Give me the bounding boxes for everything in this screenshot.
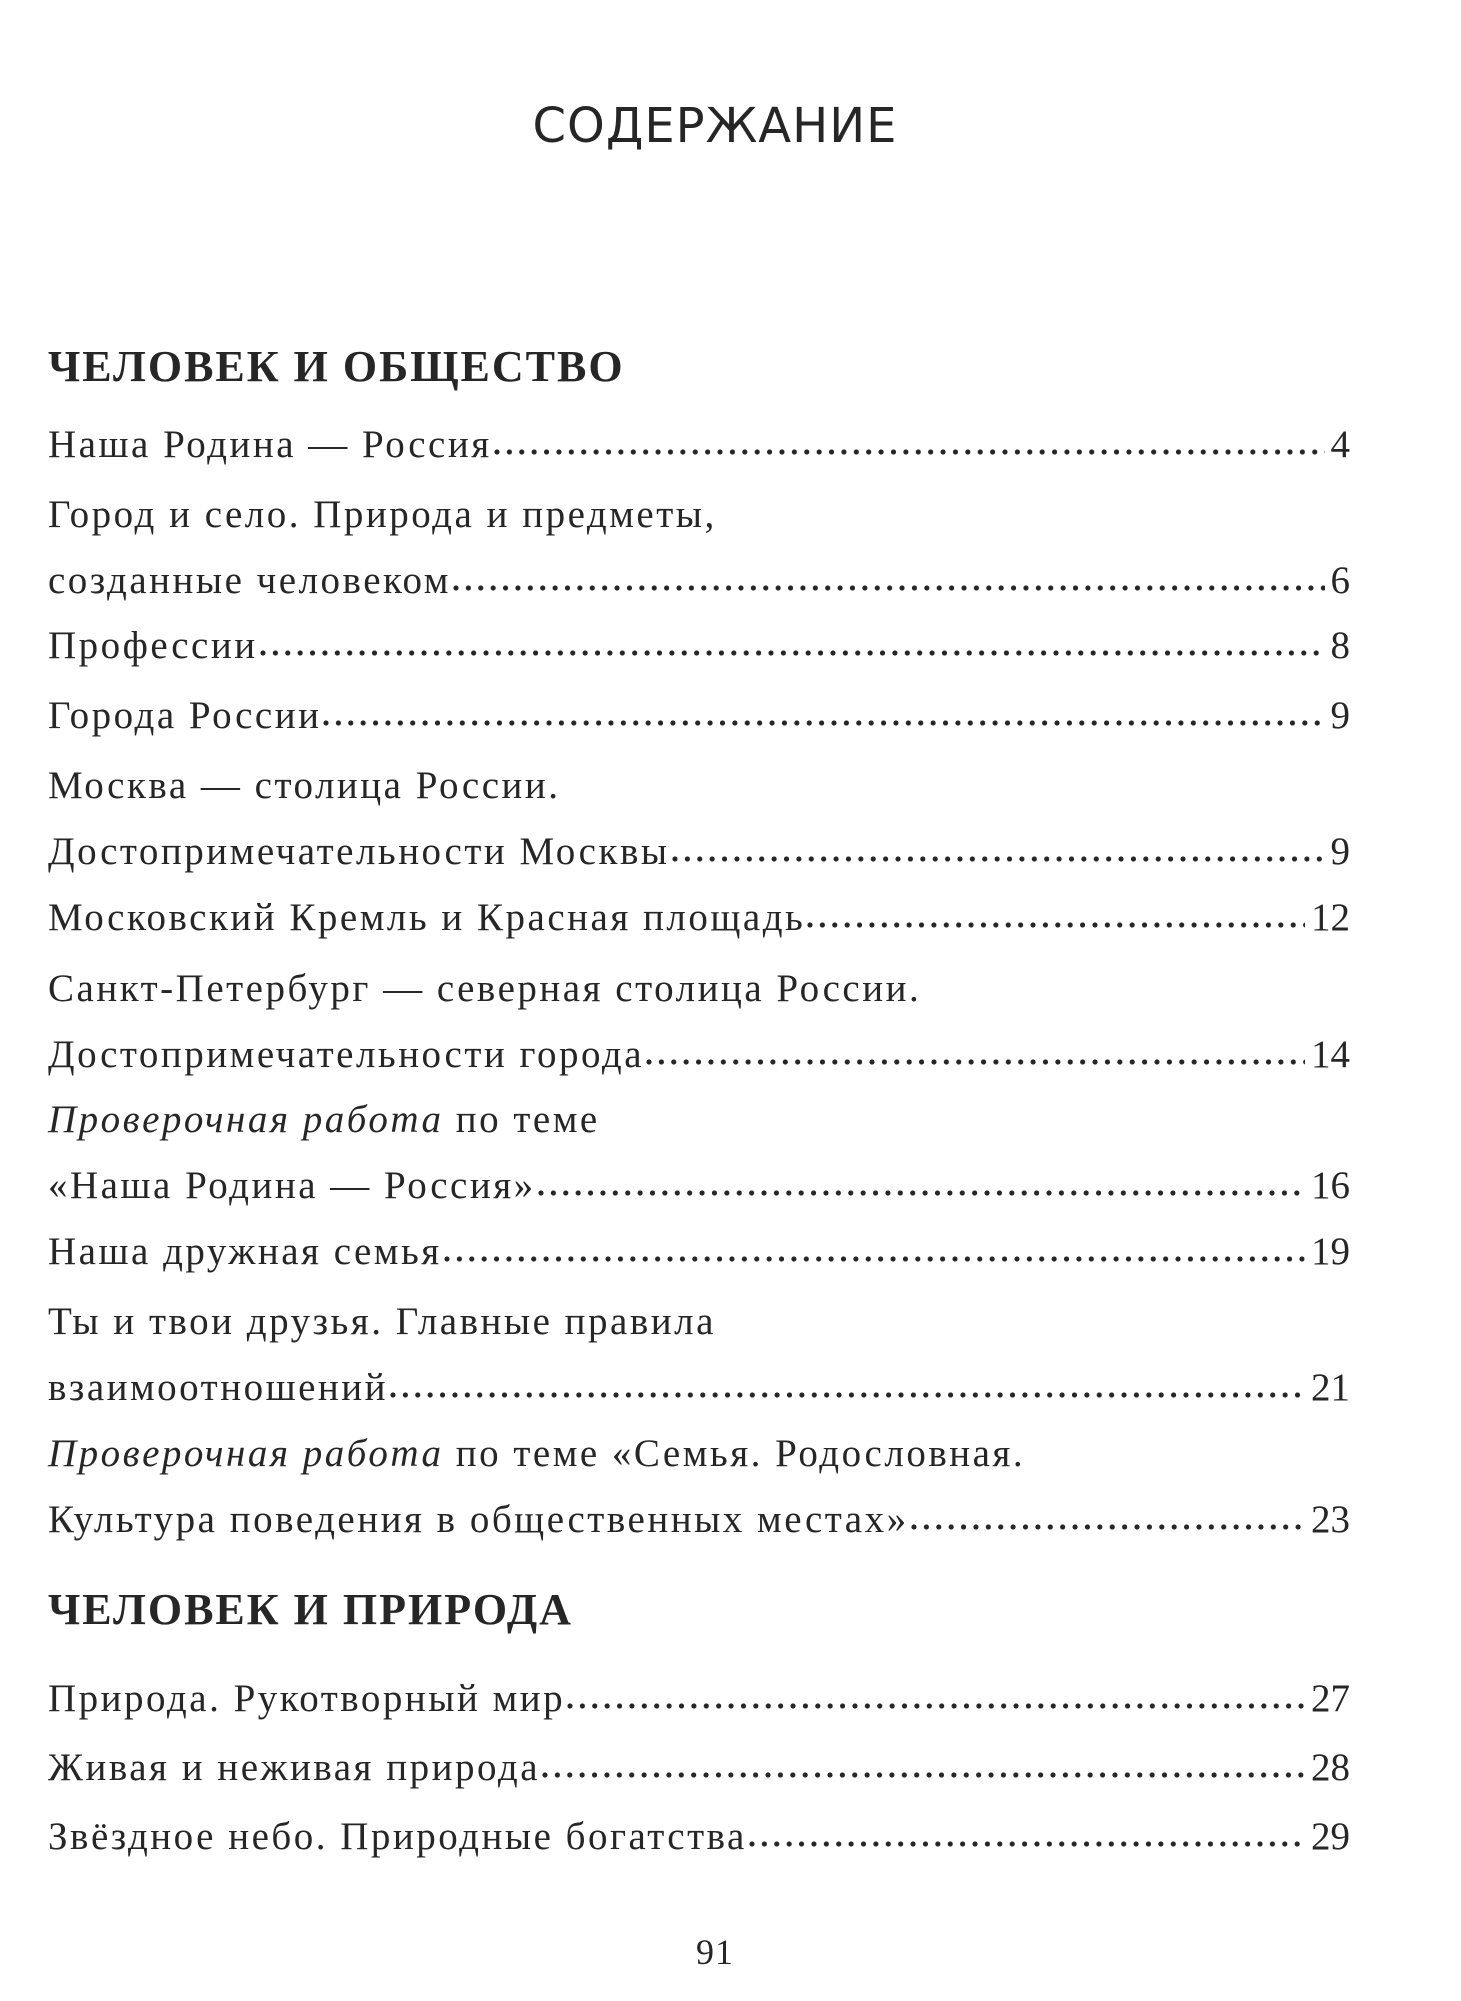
toc-page-number: 27: [1311, 1677, 1350, 1720]
section-heading-nature: ЧЕЛОВЕК И ПРИРОДА: [48, 1585, 573, 1634]
dot-leader: [567, 1691, 1305, 1711]
toc-entry-title-cont: созданные человеком: [48, 559, 451, 602]
toc-entry: [48, 412, 1350, 478]
toc-entry-title: Города России: [48, 694, 322, 737]
dot-leader: [453, 573, 1325, 593]
dot-leader: [260, 638, 1325, 658]
toc-entry-title-rest: по теме: [443, 1098, 600, 1141]
dot-leader: [911, 1512, 1305, 1532]
toc-entry: [48, 885, 1350, 951]
toc-entry: [48, 1804, 1350, 1870]
toc-page-number: 23: [1311, 1498, 1350, 1541]
toc-entry-title: Ты и твои друзья. Главные правила: [48, 1300, 716, 1343]
toc-page-number: 9: [1330, 830, 1350, 873]
toc-page-number: 9: [1330, 694, 1350, 737]
dot-leader: [323, 708, 1324, 728]
toc-page-number: 19: [1311, 1230, 1350, 1273]
toc-entry: [48, 482, 1350, 614]
toc-entry: [48, 1087, 1350, 1219]
toc-entry: [48, 1289, 1350, 1421]
toc-entry-title: Живая и неживая природа: [48, 1746, 541, 1789]
toc-entry-title: Санкт-Петербург — северная столица России.: [48, 967, 922, 1010]
toc-page-number: 6: [1330, 559, 1350, 602]
dot-leader: [646, 1047, 1305, 1067]
dot-leader: [494, 437, 1325, 457]
toc-entry: [48, 956, 1350, 1088]
toc-entry-title-rest: по теме «Семья. Родословная.: [443, 1432, 1026, 1475]
toc-page-number: 14: [1311, 1033, 1350, 1076]
toc-entry-title: Профессии: [48, 624, 258, 667]
toc-page-number: 8: [1330, 624, 1350, 667]
toc-page-number: 21: [1311, 1366, 1350, 1409]
toc-entry: [48, 753, 1350, 885]
toc-page-number: 16: [1311, 1164, 1350, 1207]
toc-page-number: 28: [1311, 1746, 1350, 1789]
toc-entry-title-cont: Достопримечательности Москвы: [48, 830, 670, 873]
toc-entry-title: Наша Родина — Россия: [48, 423, 492, 466]
toc-entry-title: Наша дружная семья: [48, 1230, 442, 1273]
dot-leader: [749, 1829, 1305, 1849]
toc-page-number: 29: [1311, 1815, 1350, 1858]
toc-entry: [48, 1219, 1350, 1285]
dot-leader: [542, 1760, 1305, 1780]
toc-entry: [48, 1735, 1350, 1801]
dot-leader: [807, 910, 1305, 930]
toc-entry-italic-lead: Проверочная работа: [48, 1432, 444, 1475]
toc-entry-title: Город и село. Природа и предметы,: [48, 493, 717, 536]
toc-entry-title: Звёздное небо. Природные богатства: [48, 1815, 747, 1858]
toc-entry: [48, 613, 1350, 679]
dot-leader: [444, 1244, 1305, 1264]
toc-entry: [48, 1421, 1350, 1553]
toc-entry-title-cont: Культура поведения в общественных местах»: [48, 1498, 909, 1541]
toc-entry-title: Природа. Рукотворный мир: [48, 1677, 566, 1720]
toc-entry-title: [48, 1087, 1350, 1153]
toc-entry: [48, 1666, 1350, 1732]
dot-leader: [672, 844, 1325, 864]
toc-page-number: 4: [1330, 423, 1350, 466]
toc-entry-italic-lead: Проверочная работа: [48, 1098, 444, 1141]
toc-entry-title-cont: Достопримечательности города: [48, 1033, 645, 1076]
toc-entry-title: [48, 1421, 1350, 1487]
toc-entry: [48, 683, 1350, 749]
dot-leader: [538, 1178, 1305, 1198]
page-title: СОДЕРЖАНИЕ: [532, 98, 898, 154]
toc-entry-title-cont: взаимоотношений: [48, 1366, 389, 1409]
page-number: 91: [696, 1932, 734, 1972]
dot-leader: [390, 1380, 1305, 1400]
section-heading-society: ЧЕЛОВЕК И ОБЩЕСТВО: [48, 342, 625, 391]
toc-page-number: 12: [1311, 896, 1350, 939]
toc-entry-title: Московский Кремль и Красная площадь: [48, 896, 806, 939]
toc-entry-title: Москва — столица России.: [48, 764, 561, 807]
toc-entry-title-cont: «Наша Родина — Россия»: [48, 1164, 536, 1207]
